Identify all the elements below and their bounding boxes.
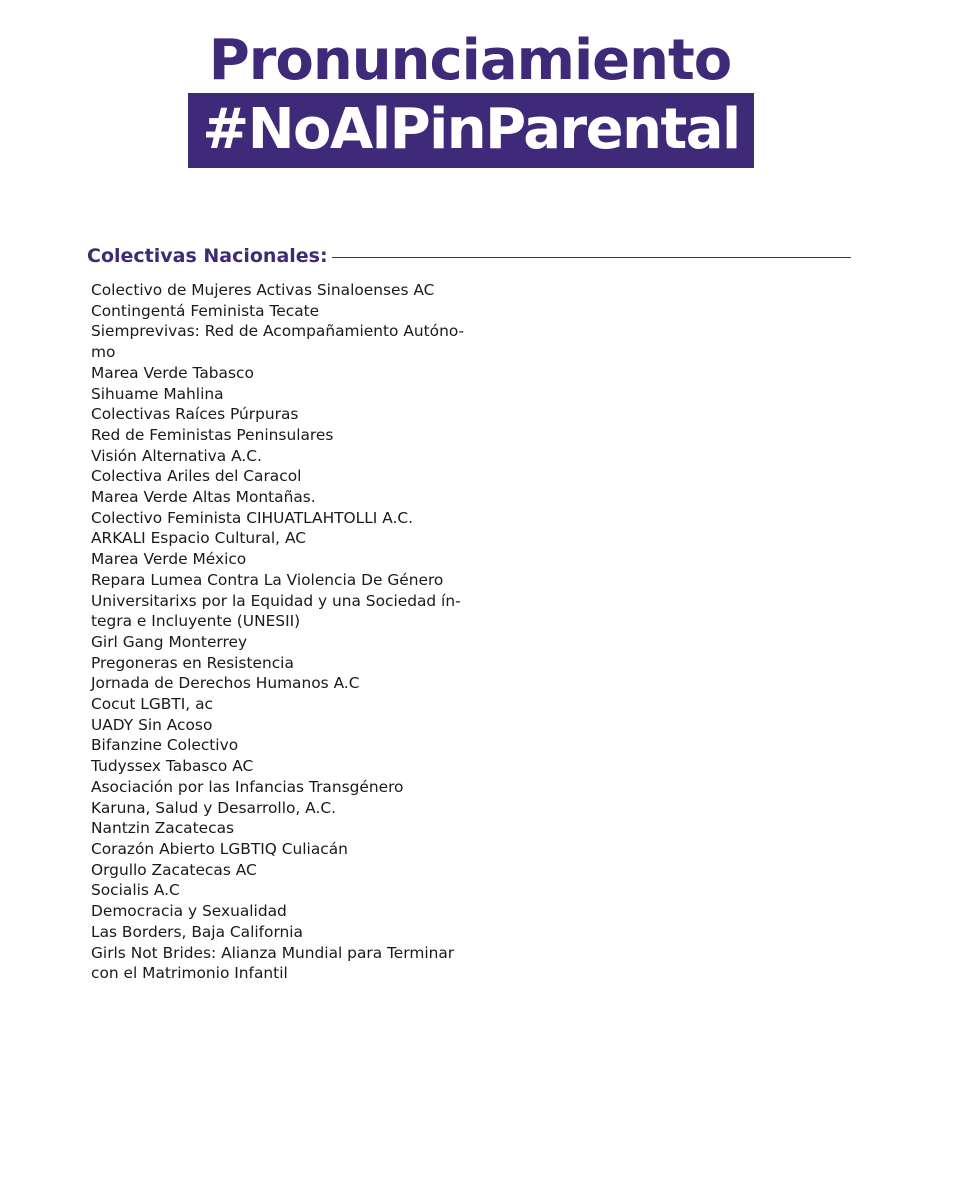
list-item: Jornada de Derechos Humanos A.C — [91, 674, 360, 693]
list-item: Socialis A.C — [91, 881, 180, 900]
list-item: Colectivo Feminista CIHUATLAHTOLLI A.C. — [91, 508, 414, 527]
hashtag-text: #NoAlPinParental — [202, 97, 740, 162]
hashtag-banner — [188, 93, 754, 168]
list-item: Karuna, Salud y Desarrollo, A.C. — [91, 798, 336, 817]
list-item: con el Matrimonio Infantil — [91, 964, 288, 983]
list-item: Democracia y Sexualidad — [91, 902, 287, 921]
list-item: Marea Verde Altas Montañas. — [91, 488, 316, 507]
list-item: tegra e Incluyente (UNESII) — [91, 612, 301, 631]
section-heading: Colectivas Nacionales: — [87, 245, 328, 267]
list-item: Colectivo de Mujeres Activas Sinaloenses AC — [91, 281, 435, 299]
list-item: Colectiva Ariles del Caracol — [91, 467, 302, 486]
list-item: Girls Not Brides: Alianza Mundial para Terminar — [91, 943, 455, 962]
list-item: Orgullo Zacatecas AC — [91, 860, 257, 879]
list-item: Las Borders, Baja California — [91, 922, 303, 941]
list-item: Cocut LGBTI, ac — [91, 695, 213, 714]
list-item: Siemprevivas: Red de Acompañamiento Autóno- — [91, 322, 465, 341]
list-item: Contingentá Feminista Tecate — [91, 301, 320, 320]
list-item: Red de Feministas Peninsulares — [91, 425, 334, 444]
list-item: Visión Alternativa A.C. — [91, 446, 262, 465]
list-item: Sihuame Mahlina — [91, 384, 224, 403]
section-divider — [332, 257, 851, 258]
list-item: Universitarixs por la Equidad y una Sociedad ín- — [91, 591, 461, 610]
list-item: Nantzin Zacatecas — [91, 819, 235, 838]
list-item: mo — [91, 343, 116, 362]
list-item: Asociación por las Infancias Transgénero — [91, 777, 404, 796]
list-item: Marea Verde Tabasco — [91, 363, 254, 382]
list-item: UADY Sin Acoso — [91, 715, 213, 734]
list-item: Tudyssex Tabasco AC — [91, 757, 254, 776]
list-item: Pregoneras en Resistencia — [91, 653, 294, 672]
page-title: Pronunciamiento — [208, 28, 732, 93]
list-item: Colectivas Raíces Púrpuras — [91, 405, 299, 424]
organization-list — [91, 280, 491, 984]
list-item: Corazón Abierto LGBTIQ Culiacán — [91, 839, 348, 858]
list-item: Girl Gang Monterrey — [91, 632, 248, 651]
list-item: Marea Verde México — [91, 550, 247, 569]
list-item: Repara Lumea Contra La Violencia De Género — [91, 570, 444, 589]
list-item: Bifanzine Colectivo — [91, 736, 239, 755]
list-item: ARKALI Espacio Cultural, AC — [91, 529, 306, 548]
